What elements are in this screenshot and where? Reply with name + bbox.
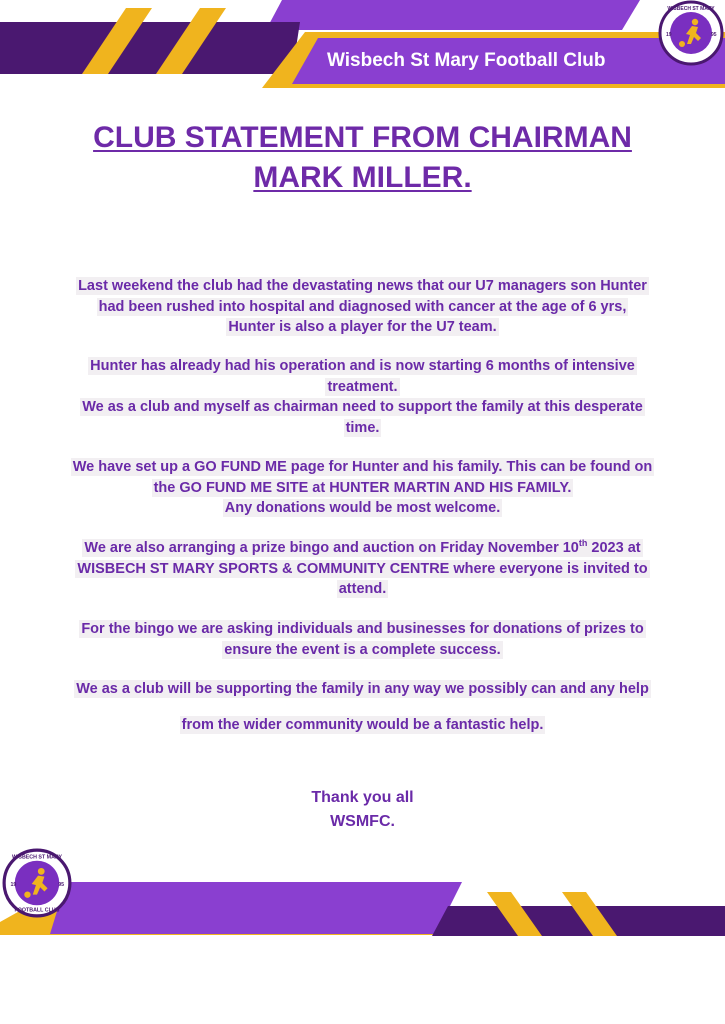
svg-text:95: 95 bbox=[711, 32, 717, 38]
paragraph-5-line-2: WISBECH ST MARY SPORTS & COMMUNITY CENTRE where everyone is invited to bbox=[77, 560, 648, 577]
header-top-purple-stripe bbox=[266, 0, 640, 30]
paragraph-8 bbox=[60, 715, 665, 736]
footer-banner bbox=[0, 840, 725, 940]
club-logo bbox=[658, 0, 724, 66]
paragraph-1-line-1: Last weekend the club had the devastating news that our U7 managers son Hunter bbox=[78, 278, 647, 294]
paragraph-6-line-1: For the bingo we are asking individuals and businesses for donations of prizes to bbox=[81, 621, 644, 637]
signoff-club: WSMFC. bbox=[330, 813, 395, 830]
paragraph-2-line-2: treatment. bbox=[327, 378, 398, 395]
club-name: Wisbech St Mary Football Club bbox=[327, 50, 606, 71]
event-year-text: 2023 at bbox=[587, 540, 641, 556]
paragraph-5-line-3: attend. bbox=[338, 581, 387, 597]
paragraph-5 bbox=[60, 538, 665, 600]
date-suffix: th bbox=[578, 538, 588, 549]
paragraph-6-line-2: ensure the event is a complete success. bbox=[224, 641, 501, 658]
paragraph-1 bbox=[60, 276, 665, 338]
signoff-thanks: Thank you all bbox=[311, 789, 414, 806]
page-title bbox=[0, 118, 725, 198]
paragraph-2 bbox=[60, 356, 665, 397]
paragraph-7-line-1: We as a club will be supporting the family in any way we possibly can and any help bbox=[76, 681, 649, 697]
paragraph-8-line-1: from the wider community would be a fantastic help. bbox=[181, 717, 544, 733]
paragraph-4-line-1: We have set up a GO FUND ME page for Hunter and his family. This can be found on bbox=[72, 459, 653, 475]
club-logo-footer bbox=[2, 848, 72, 918]
paragraph-6 bbox=[60, 619, 665, 660]
svg-text:WISBECH ST MARY: WISBECH ST MARY bbox=[667, 6, 715, 12]
paragraph-1-line-2: had been rushed into hospital and diagnosed with cancer at the age of 6 yrs, bbox=[98, 298, 627, 315]
paragraph-3 bbox=[60, 397, 665, 438]
paragraph-1-line-3: Hunter is also a player for the U7 team. bbox=[228, 319, 497, 335]
paragraph-4 bbox=[60, 457, 665, 519]
paragraph-4-line-3: Any donations would be most welcome. bbox=[224, 500, 501, 516]
svg-text:19: 19 bbox=[666, 32, 672, 38]
svg-text:19: 19 bbox=[10, 882, 17, 889]
paragraph-3-line-1: We as a club and myself as chairman need to support the family at this desperate bbox=[82, 399, 643, 415]
title-line-2: MARK MILLER. bbox=[253, 161, 472, 194]
title-line-1: CLUB STATEMENT FROM CHAIRMAN bbox=[93, 121, 632, 154]
svg-text:95: 95 bbox=[58, 882, 65, 889]
header-left-dark-band bbox=[0, 22, 300, 74]
paragraph-3-line-2: time. bbox=[345, 419, 380, 436]
paragraph-5-line-1 bbox=[82, 539, 642, 557]
footer-purple-band bbox=[50, 882, 462, 934]
svg-text:FOOTBALL CLUB: FOOTBALL CLUB bbox=[14, 907, 60, 914]
event-date-text: We are also arranging a prize bingo and auction on Friday November 10 bbox=[84, 540, 579, 556]
paragraph-2-line-1: Hunter has already had his operation and is now starting 6 months of intensive bbox=[90, 358, 635, 374]
paragraph-4-line-2: the GO FUND ME SITE at HUNTER MARTIN AND HIS FAMILY. bbox=[153, 479, 572, 496]
paragraph-7 bbox=[60, 679, 665, 700]
svg-text:WISBECH ST MARY: WISBECH ST MARY bbox=[11, 854, 63, 861]
